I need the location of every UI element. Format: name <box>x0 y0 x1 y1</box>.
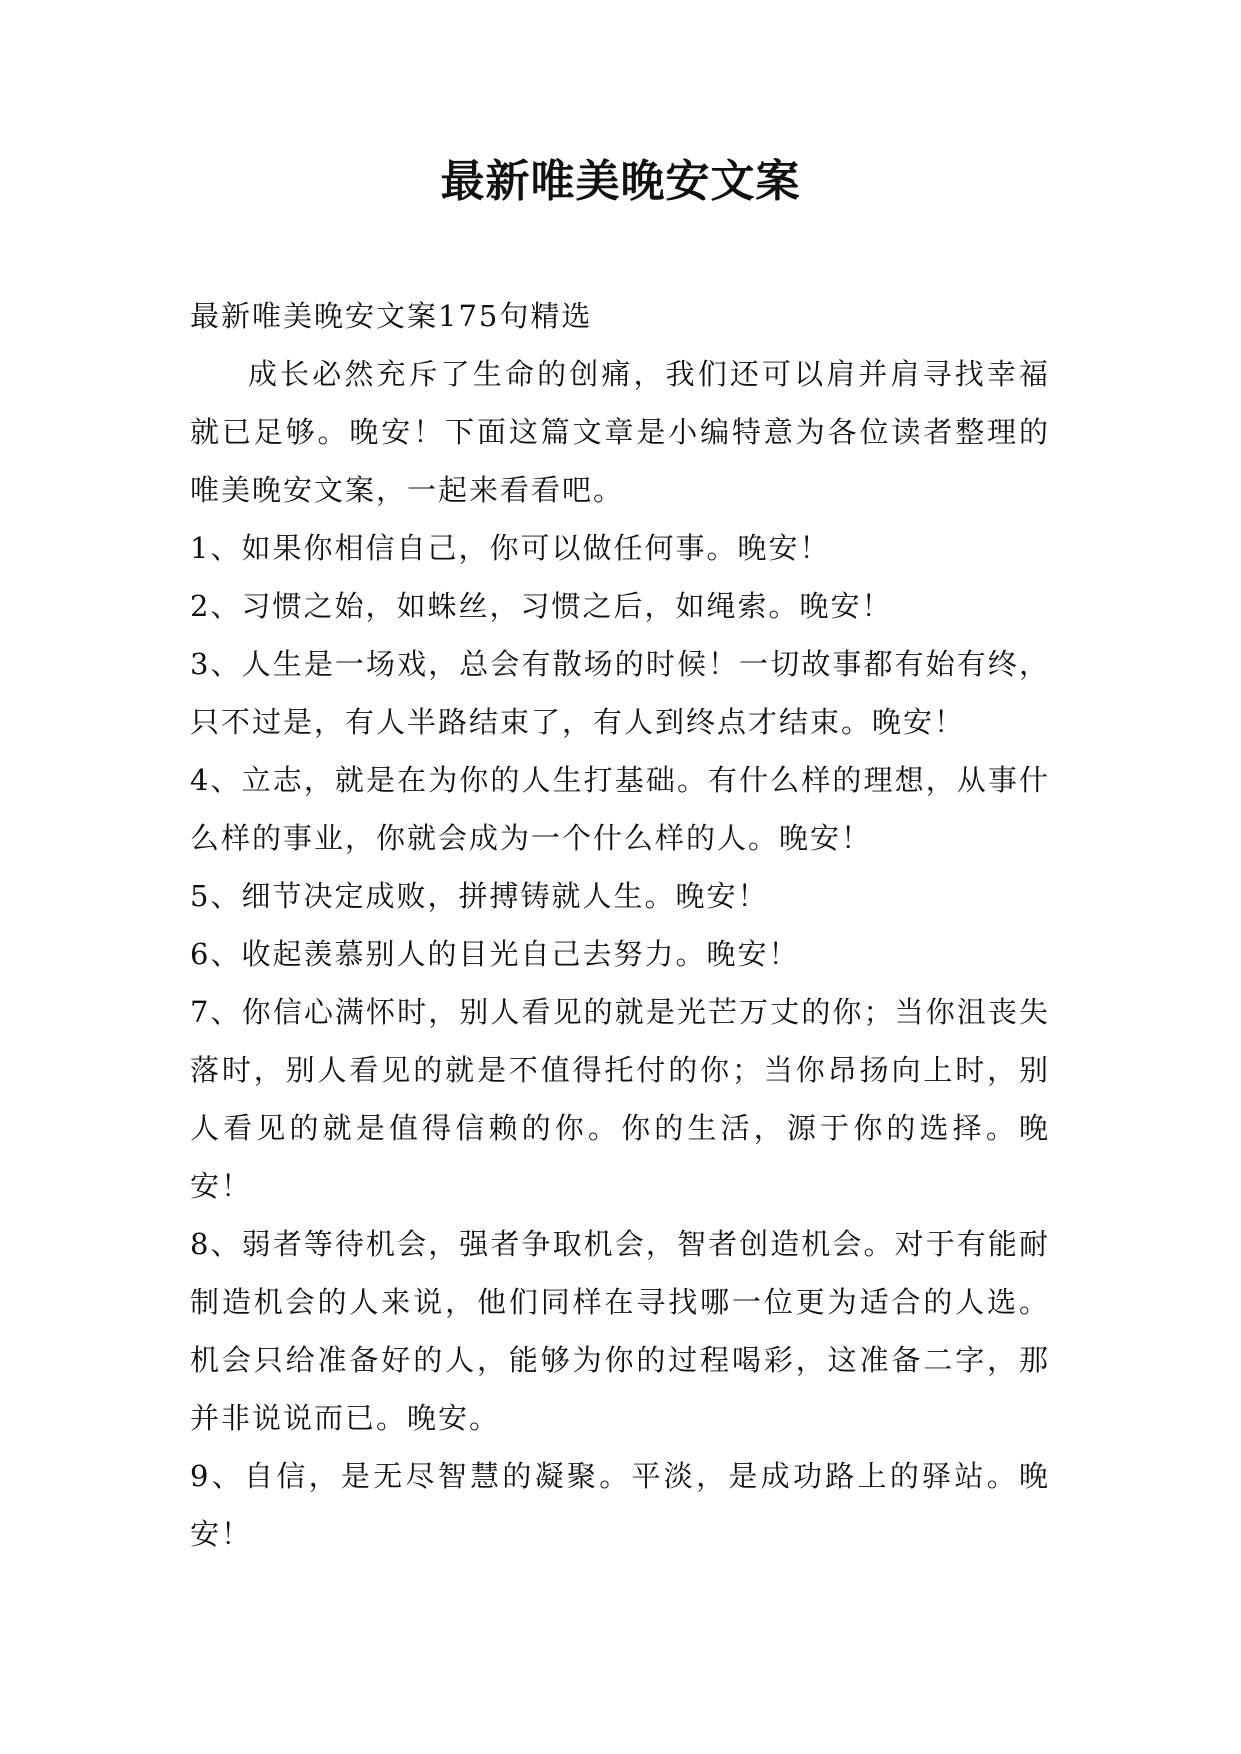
document-title: 最新唯美晚安文案 <box>440 156 801 207</box>
list-item-4: 4、立志，就是在为你的人生打基础。有什么样的理想，从事什么样的事业，你就会成为一个什么样的人。晚安！ <box>190 763 1050 855</box>
list-item-6: 6、收起羡慕别人的目光自己去努力。晚安！ <box>190 937 800 971</box>
document-subtitle: 最新唯美晚安文案175句精选 <box>190 299 593 333</box>
list-item-8: 8、弱者等待机会，强者争取机会，智者创造机会。对于有能耐制造机会的人来说，他们同样在寻找哪一位更为适合的人选。机会只给准备好的人，能够为你的过程喝彩，这准备二字，那并非说说而已。晚安。 <box>190 1227 1050 1435</box>
document-body <box>190 287 1050 1563</box>
list-item-7: 7、你信心满怀时，别人看见的就是光芒万丈的你；当你沮丧失落时，别人看见的就是不值得托付的你；当你昂扬向上时，别人看见的就是值得信赖的你。你的生活，源于你的选择。晚安！ <box>190 995 1050 1203</box>
list-item-3: 3、人生是一场戏，总会有散场的时候！一切故事都有始有终，只不过是，有人半路结束了，有人到终点才结束。晚安！ <box>190 647 1050 739</box>
list-item-9: 9、自信，是无尽智慧的凝聚。平淡，是成功路上的驿站。晚安！ <box>190 1459 1050 1551</box>
list-item-2: 2、习惯之始，如蛛丝，习惯之后，如绳索。晚安！ <box>190 589 893 623</box>
list-item-5: 5、细节决定成败，拼搏铸就人生。晚安！ <box>190 879 769 913</box>
list-item-1: 1、如果你相信自己，你可以做任何事。晚安！ <box>190 531 831 565</box>
intro-paragraph: 成长必然充斥了生命的创痛，我们还可以肩并肩寻找幸福就已足够。晚安！下面这篇文章是小编特意为各位读者整理的唯美晚安文案，一起来看看吧。 <box>190 357 1050 507</box>
